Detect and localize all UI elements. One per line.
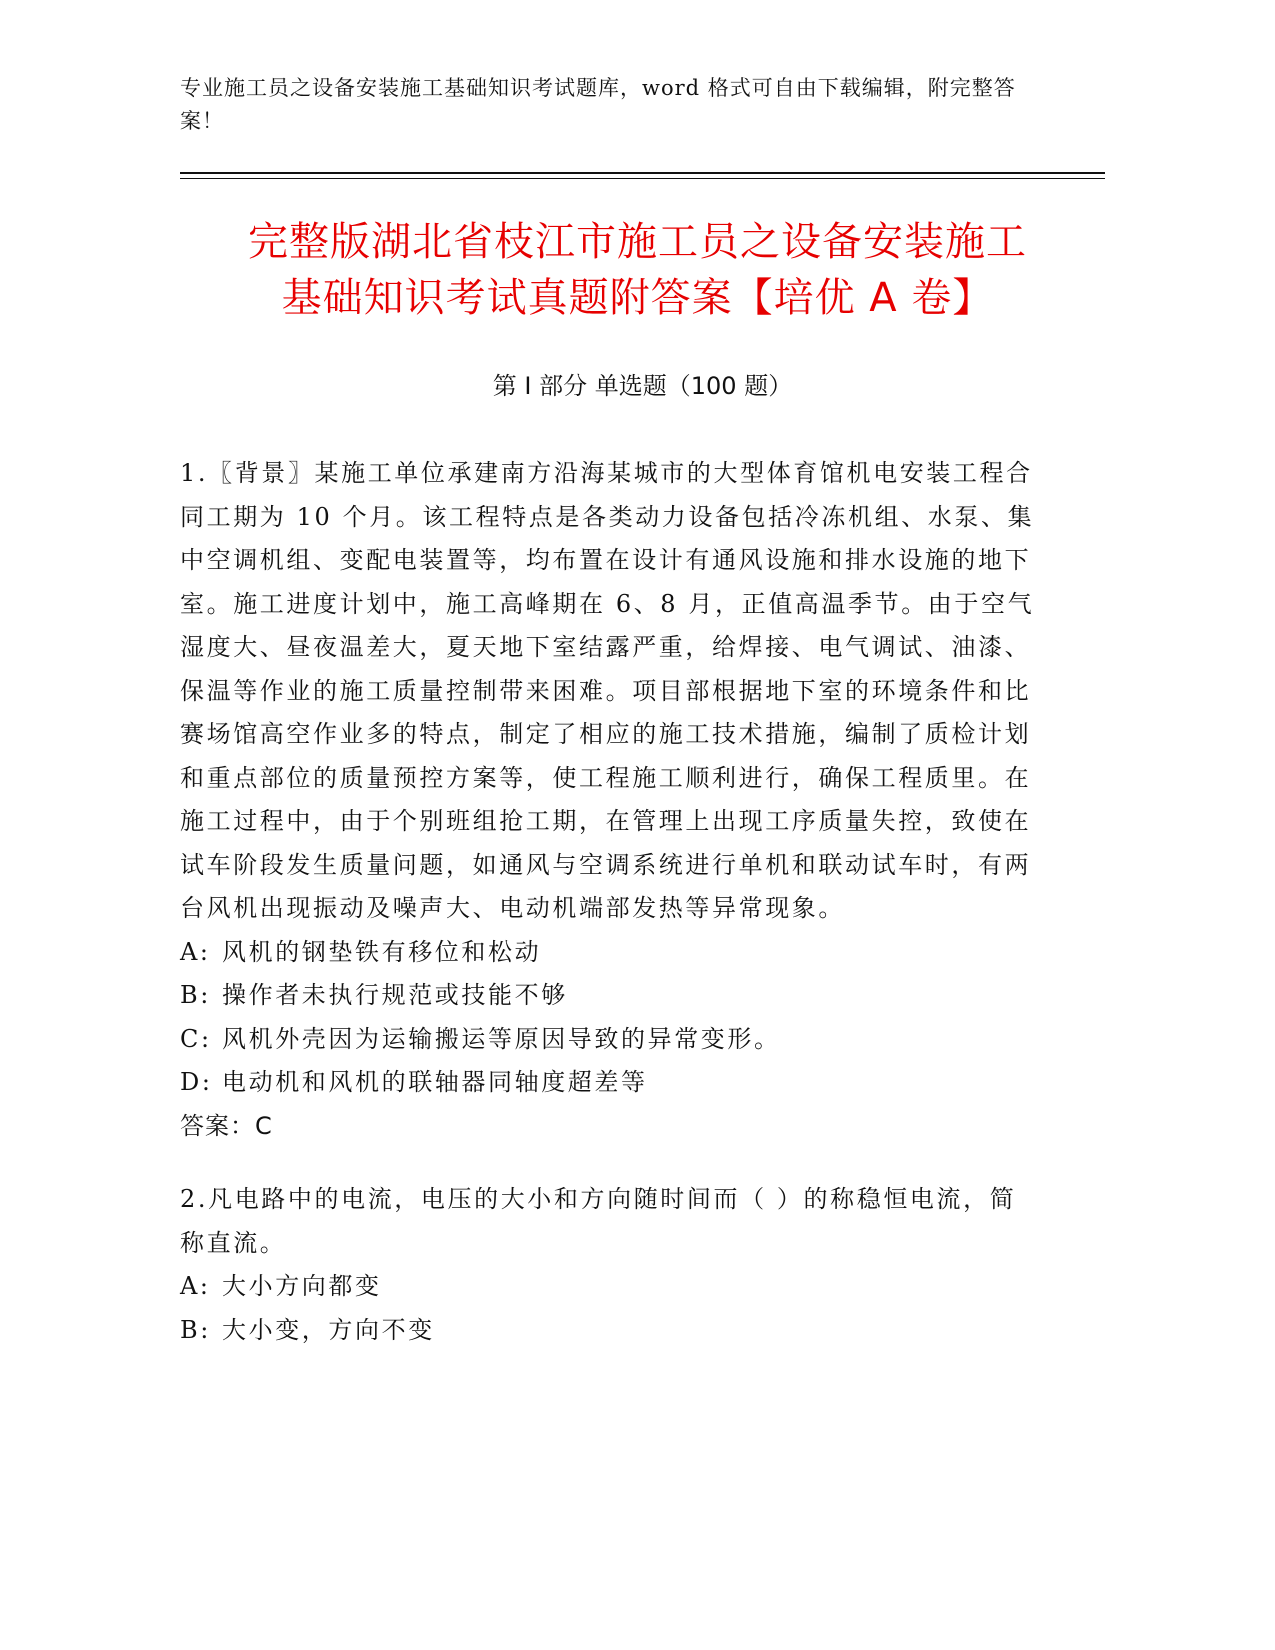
option-d xyxy=(180,1061,1040,1105)
option-b xyxy=(180,1309,1040,1353)
header-note: 专业施工员之设备安装施工基础知识考试题库，word 格式可自由下载编辑，附完整答案！ xyxy=(180,76,1016,133)
option-b xyxy=(180,974,1040,1018)
option-text: 风机的钢垫铁有移位和松动 xyxy=(222,937,542,966)
option-letter: B: xyxy=(180,981,211,1009)
option-a xyxy=(180,931,1040,975)
option-a xyxy=(180,1265,1040,1309)
option-text: 大小方向都变 xyxy=(222,1272,382,1300)
option-letter: A: xyxy=(180,937,211,966)
header-rule-thick xyxy=(180,172,1105,174)
question-1 xyxy=(180,452,1040,1148)
option-text: 大小变，方向不变 xyxy=(222,1315,435,1344)
question-stem: 2.凡电路中的电流，电压的大小和方向随时间而（ ）的称稳恒电流，简称直流。 xyxy=(180,1185,1017,1257)
question-2 xyxy=(180,1178,1040,1352)
option-letter: D: xyxy=(180,1068,213,1096)
document-title-line-1: 完整版湖北省枝江市施工员之设备安装施工 xyxy=(248,219,1027,265)
option-text: 操作者未执行规范或技能不够 xyxy=(222,981,568,1009)
option-text: 电动机和风机的联轴器同轴度超差等 xyxy=(222,1068,648,1096)
option-text: 风机外壳因为运输搬运等原因导致的异常变形。 xyxy=(222,1024,781,1053)
question-stem: 1.〖背景〗某施工单位承建南方沿海某城市的大型体育馆机电安装工程合同工期为 10 个月。该工程特点是各类动力设备包括冷冻机组、水泵、集中空调机组、变配电装置等，均布置在设计有通风设施和排水设施的地下室。施工进度计划中，施工高峰期在 6、8 月，正值高温季节。由于空气湿度大、昼夜温差大，夏天地下室结露严重，给焊接、电气调试、油漆、保温等作业的施工质量控制带来困难。项目部根据地下室的环境条件和比赛场馆高空作业多的特点，制定了相应的施工技术措施，编制了质检计划和重点部位的质量预控方案等，使工程施工顺利进行，确保工程质里。在施工过程中，由于个别班组抢工期，在管理上出现工序质量失控，致使在试车阶段发生质量问题，如通风与空调系统进行单机和联动试车时，有两台风机出现振动及噪声大、电动机端部发热等异常现象。 xyxy=(180,459,1035,922)
section-heading: 第 I 部分 单选题（100 题） xyxy=(492,372,793,400)
document-title xyxy=(150,214,1125,326)
question-list xyxy=(180,452,1040,1382)
option-c xyxy=(180,1018,1040,1062)
document-title-line-2: 基础知识考试真题附答案【培优 A 卷】 xyxy=(281,275,994,321)
option-letter: B: xyxy=(180,1315,211,1344)
answer-line: 答案：C xyxy=(180,1111,273,1140)
option-letter: C: xyxy=(180,1024,212,1053)
option-letter: A: xyxy=(180,1272,211,1300)
header-rule-thin xyxy=(180,178,1105,179)
